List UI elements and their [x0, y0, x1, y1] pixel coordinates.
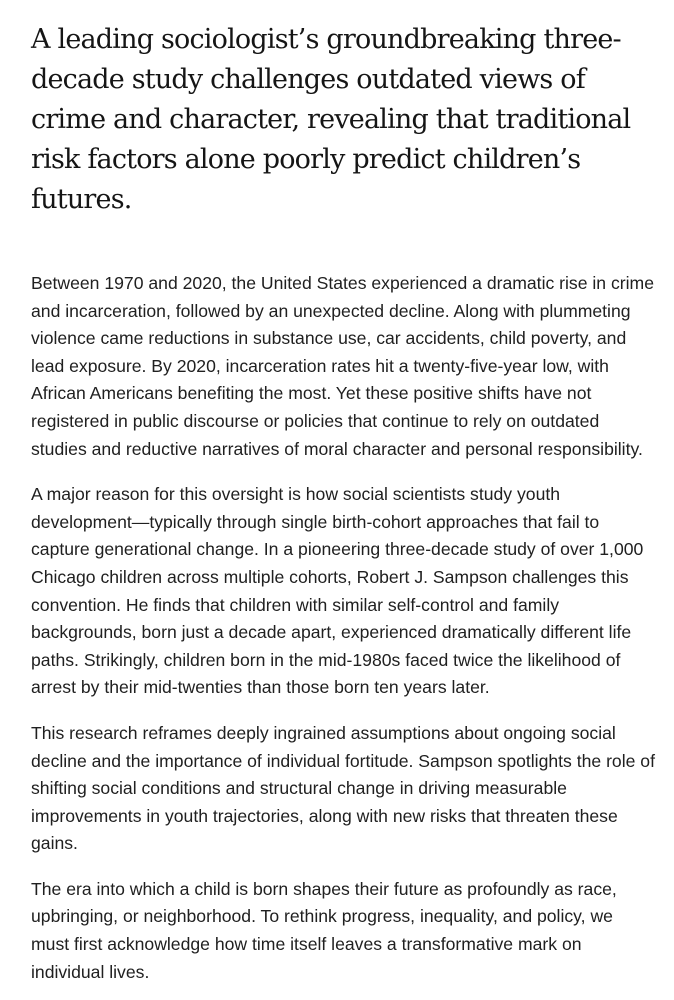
- description-body: [31, 270, 655, 986]
- paragraph-4: The era into which a child is born shapes their future as profoundly as race, upbringing, or neighborhood. To rethink progress, inequality, and policy, we must first acknowledge how time itself leaves a transformative mark on individual lives.: [31, 878, 617, 982]
- paragraph-2: A major reason for this oversight is how social scientists study youth development—typically through single birth-cohort approaches that fail to capture generational change. In a pioneering three-decade study of over 1,000 Chicago children across multiple cohorts, Robert J. Sampson challenges this convention. He finds that children with similar self-control and family backgrounds, born just a decade apart, experienced dramatically different life paths. Strikingly, children born in the mid-1980s faced twice the likelihood of arrest by their mid-twenties than those born ten years later.: [31, 484, 644, 698]
- headline: A leading sociologist’s groundbreaking three-decade study challenges outdated views of crime and character, revealing that traditional risk factors alone poorly predict children’s futures.: [31, 24, 631, 215]
- paragraph-3: This research reframes deeply ingrained assumptions about ongoing social decline and the importance of individual fortitude. Sampson spotlights the role of shifting social conditions and structural change in driving measurable improvements in youth trajectories, along with new risks that threaten these gains.: [31, 722, 655, 854]
- paragraph-1: Between 1970 and 2020, the United States experienced a dramatic rise in crime and incarceration, followed by an unexpected decline. Along with plummeting violence came reductions in substance use, car accidents, child poverty, and lead exposure. By 2020, incarceration rates hit a twenty-five-year low, with African Americans benefiting the most. Yet these positive shifts have not registered in public discourse or policies that continue to rely on outdated studies and reductive narratives of moral character and personal responsibility.: [31, 273, 654, 459]
